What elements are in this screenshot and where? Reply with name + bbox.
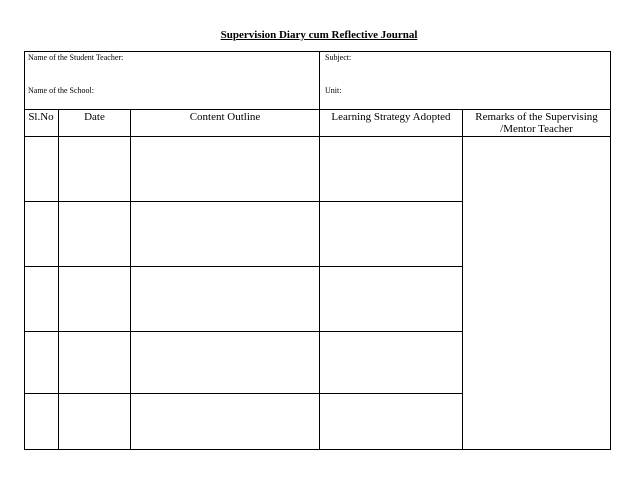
col-divider-3	[319, 109, 320, 450]
row-separator-3	[24, 331, 463, 332]
info-bottom-line	[24, 109, 611, 110]
header-sl-no: Sl.No	[28, 111, 54, 123]
journal-form	[24, 51, 611, 450]
border-top	[24, 51, 611, 52]
row-separator-4	[24, 393, 463, 394]
col-divider-2	[130, 109, 131, 450]
subject-label: Subject:	[325, 53, 352, 62]
info-divider	[319, 51, 320, 109]
border-bottom	[24, 449, 611, 450]
row-separator-1	[24, 201, 463, 202]
school-label: Name of the School:	[28, 86, 94, 95]
col-divider-1	[58, 109, 59, 450]
header-remarks-line1: Remarks of the Supervising	[475, 111, 598, 123]
student-teacher-label: Name of the Student Teacher:	[28, 53, 124, 62]
col-divider-4	[462, 109, 463, 450]
border-right	[610, 51, 611, 450]
header-bottom-line	[24, 136, 611, 137]
page-title: Supervision Diary cum Reflective Journal	[220, 29, 418, 41]
header-date: Date	[84, 111, 105, 123]
header-remarks-line2: /Mentor Teacher	[500, 123, 573, 135]
row-separator-2	[24, 266, 463, 267]
unit-label: Unit:	[325, 86, 342, 95]
header-learning-strategy: Learning Strategy Adopted	[331, 111, 451, 123]
header-content-outline: Content Outline	[189, 111, 261, 123]
